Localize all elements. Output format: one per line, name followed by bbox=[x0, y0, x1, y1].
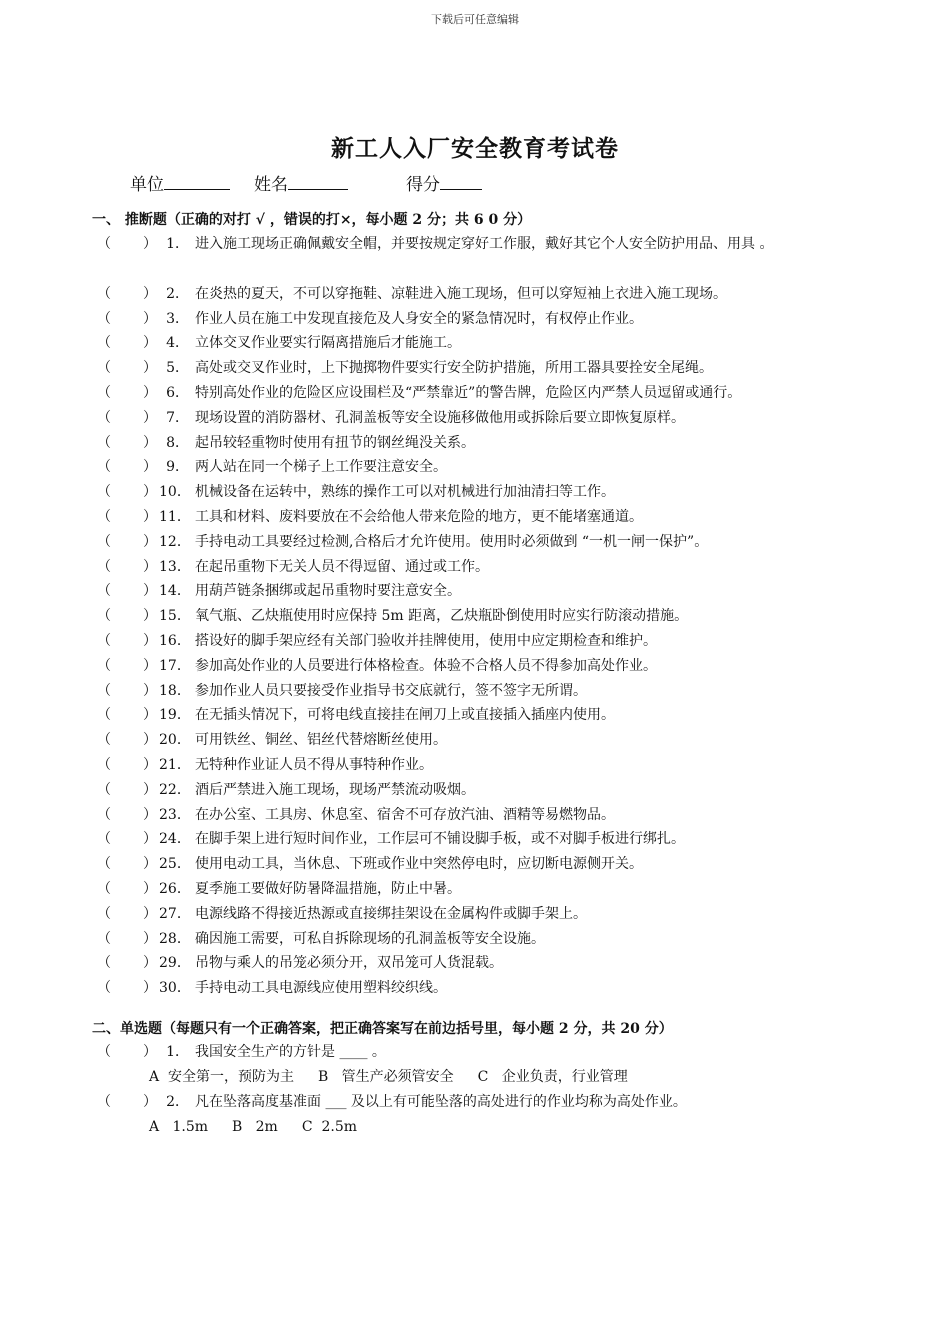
question-text: 特别高处作业的危险区应设围栏及“严禁靠近”的警告牌，危险区内严禁人员逗留或通行。 bbox=[195, 384, 742, 401]
answer-paren-close: ） bbox=[143, 707, 157, 724]
answer-paren-open[interactable]: （ bbox=[97, 583, 111, 600]
question-text: 在起吊重物下无关人员不得逗留、通过或工作。 bbox=[195, 558, 489, 575]
section2-title: 二、单选题（每题只有一个正确答案，把正确答案写在前边括号里，每小题 2 分，共 20 分） bbox=[92, 1021, 673, 1037]
question-number: 9． bbox=[166, 459, 189, 476]
question-text: 无特种作业证人员不得从事特种作业。 bbox=[195, 756, 433, 773]
spacer bbox=[97, 257, 897, 282]
answer-paren-open[interactable]: （ bbox=[97, 955, 111, 972]
answer-paren-open[interactable]: （ bbox=[97, 484, 111, 501]
question-text: 现场设置的消防器材、孔洞盖板等安全设施移做他用或拆除后要立即恢复原样。 bbox=[195, 409, 685, 426]
question-number: 25． bbox=[159, 856, 191, 873]
question-text: 电源线路不得接近热源或直接绑挂架设在金属构件或脚手架上。 bbox=[195, 905, 587, 922]
judgement-question-18 bbox=[97, 679, 897, 704]
judgement-question-27 bbox=[97, 902, 897, 927]
question-number: 15． bbox=[159, 608, 191, 625]
answer-paren-open[interactable]: （ bbox=[97, 756, 111, 773]
question-number: 11． bbox=[159, 508, 191, 525]
judgement-question-22 bbox=[97, 778, 897, 803]
judgement-question-5 bbox=[97, 356, 897, 381]
answer-paren-close: ） bbox=[143, 459, 157, 476]
choice-question-2 bbox=[97, 1090, 897, 1115]
answer-paren-close: ） bbox=[143, 384, 157, 401]
question-number: 24． bbox=[159, 831, 191, 848]
question-text: 确因施工需要，可私自拆除现场的孔洞盖板等安全设施。 bbox=[195, 930, 545, 947]
name-label: 姓名 bbox=[254, 175, 288, 195]
answer-paren-close: ） bbox=[143, 285, 157, 302]
judgement-question-list bbox=[97, 232, 897, 1001]
question-text: 搭设好的脚手架应经有关部门验收并挂牌使用，使用中应定期检查和维护。 bbox=[195, 632, 657, 649]
score-field bbox=[406, 170, 482, 195]
unit-blank[interactable] bbox=[164, 173, 230, 190]
judgement-question-13 bbox=[97, 555, 897, 580]
answer-paren-open[interactable]: （ bbox=[97, 558, 111, 575]
question-number: 5． bbox=[166, 360, 189, 377]
question-text: 进入施工现场正确佩戴安全帽，并要按规定穿好工作服，戴好其它个人安全防护用品、用具 。 bbox=[195, 236, 774, 252]
question-text: 在办公室、工具房、休息室、宿舍不可存放汽油、酒精等易燃物品。 bbox=[195, 806, 615, 823]
answer-paren-close: ） bbox=[143, 856, 157, 873]
question-number: 6． bbox=[166, 384, 189, 401]
question-text: 可用铁丝、铜丝、铝丝代替熔断丝使用。 bbox=[195, 732, 447, 749]
choice-option[interactable]: C 2.5m bbox=[301, 1118, 357, 1135]
judgement-question-1 bbox=[97, 232, 897, 257]
answer-paren-open[interactable]: （ bbox=[97, 806, 111, 823]
answer-paren-close: ） bbox=[143, 905, 157, 922]
answer-paren-open[interactable]: （ bbox=[97, 360, 111, 377]
answer-paren-open[interactable]: （ bbox=[97, 980, 111, 997]
question-text: 起吊较轻重物时使用有扭节的钢丝绳没关系。 bbox=[195, 434, 475, 451]
question-text: 我国安全生产的方针是 ____ 。 bbox=[195, 1044, 386, 1060]
answer-paren-close: ） bbox=[143, 558, 157, 575]
unit-label: 单位 bbox=[130, 175, 164, 195]
question-text: 手持电动工具电源线应使用塑料绞织线。 bbox=[195, 980, 447, 997]
question-number: 14． bbox=[159, 583, 191, 600]
judgement-question-4 bbox=[97, 331, 897, 356]
unit-field bbox=[130, 170, 230, 195]
answer-paren-close: ） bbox=[143, 980, 157, 997]
answer-paren-close: ） bbox=[143, 409, 157, 426]
answer-paren-close: ） bbox=[143, 310, 157, 327]
question-text: 夏季施工要做好防暑降温措施，防止中暑。 bbox=[195, 880, 461, 897]
answer-paren-open[interactable]: （ bbox=[97, 533, 111, 550]
question-text: 吊物与乘人的吊笼必须分开，双吊笼可人货混载。 bbox=[195, 955, 503, 972]
question-text: 参加高处作业的人员要进行体格检查。体验不合格人员不得参加高处作业。 bbox=[195, 657, 657, 674]
question-number: 17． bbox=[159, 657, 191, 674]
answer-paren-open[interactable]: （ bbox=[97, 682, 111, 699]
answer-paren-close: ） bbox=[143, 335, 157, 352]
judgement-question-3 bbox=[97, 307, 897, 332]
question-text: 立体交叉作业要实行隔离措施后才能施工。 bbox=[195, 335, 461, 352]
question-text: 工具和材料、废料要放在不会给他人带来危险的地方，更不能堵塞通道。 bbox=[195, 508, 643, 525]
answer-paren-close: ） bbox=[143, 508, 157, 525]
question-text: 在炎热的夏天，不可以穿拖鞋、凉鞋进入施工现场，但可以穿短袖上衣进入施工现场。 bbox=[195, 285, 727, 302]
question-text: 在脚手架上进行短时间作业，工作层可不铺设脚手板，或不对脚手板进行绑扎。 bbox=[195, 831, 685, 848]
judgement-question-2 bbox=[97, 282, 897, 307]
judgement-question-30 bbox=[97, 976, 897, 1001]
question-number: 12． bbox=[159, 533, 191, 550]
question-number: 3． bbox=[166, 310, 189, 327]
question-number: 23． bbox=[159, 806, 191, 823]
question-text: 作业人员在施工中发现直接危及人身安全的紧急情况时，有权停止作业。 bbox=[195, 310, 643, 327]
answer-paren-open[interactable]: （ bbox=[97, 930, 111, 947]
judgement-question-20 bbox=[97, 728, 897, 753]
judgement-question-9 bbox=[97, 455, 897, 480]
answer-paren-open[interactable]: （ bbox=[97, 434, 111, 451]
judgement-question-12 bbox=[97, 530, 897, 555]
question-text: 用葫芦链条捆绑或起吊重物时要注意安全。 bbox=[195, 583, 461, 600]
page-title: 新工人入厂安全教育考试卷 bbox=[331, 135, 619, 162]
choice-option[interactable]: C 企业负责，行业管理 bbox=[477, 1068, 628, 1085]
answer-paren-close: ） bbox=[143, 781, 157, 798]
answer-paren-open[interactable]: （ bbox=[97, 781, 111, 798]
answer-paren-open[interactable]: （ bbox=[97, 608, 111, 625]
judgement-question-24 bbox=[97, 827, 897, 852]
answer-paren-close: ） bbox=[143, 657, 157, 674]
judgement-question-25 bbox=[97, 852, 897, 877]
judgement-question-8 bbox=[97, 431, 897, 456]
question-number: 21． bbox=[159, 756, 191, 773]
question-text: 高处或交叉作业时，上下抛掷物件要实行安全防护措施，所用工器具要拴安全尾绳。 bbox=[195, 360, 713, 377]
answer-paren-open[interactable]: （ bbox=[97, 831, 111, 848]
question-number: 22． bbox=[159, 781, 191, 798]
answer-paren-open[interactable]: （ bbox=[97, 856, 111, 873]
answer-paren-open[interactable]: （ bbox=[97, 905, 111, 922]
header-note: 下载后可任意编辑 bbox=[431, 13, 519, 26]
question-text: 参加作业人员只要接受作业指导书交底就行，签不签字无所谓。 bbox=[195, 682, 587, 699]
judgement-question-16 bbox=[97, 629, 897, 654]
judgement-question-28 bbox=[97, 927, 897, 952]
choice-options bbox=[97, 1115, 897, 1140]
answer-paren-open[interactable]: （ bbox=[97, 1044, 111, 1060]
question-number: 2． bbox=[166, 285, 189, 302]
answer-paren-close: ） bbox=[143, 682, 157, 699]
answer-paren-open[interactable]: （ bbox=[97, 335, 111, 352]
question-text: 凡在坠落高度基准面 ___ 及以上有可能坠落的高处进行的作业均称为高处作业。 bbox=[195, 1093, 687, 1110]
answer-paren-open[interactable]: （ bbox=[97, 285, 111, 302]
choice-question-1 bbox=[97, 1040, 897, 1065]
answer-paren-open[interactable]: （ bbox=[97, 880, 111, 897]
judgement-question-11 bbox=[97, 505, 897, 530]
choice-option[interactable]: B 管生产必须管安全 bbox=[318, 1068, 454, 1085]
answer-paren-close: ） bbox=[143, 360, 157, 377]
question-text: 酒后严禁进入施工现场，现场严禁流动吸烟。 bbox=[195, 781, 475, 798]
answer-paren-close: ） bbox=[143, 533, 157, 550]
choice-question-list bbox=[97, 1040, 897, 1140]
question-number: 4． bbox=[166, 335, 189, 352]
question-text: 手持电动工具要经过检测,合格后才允许使用。使用时必须做到 “一机一闸一保护”。 bbox=[195, 533, 709, 550]
answer-paren-close: ） bbox=[143, 880, 157, 897]
question-number: 1． bbox=[166, 236, 189, 252]
judgement-question-14 bbox=[97, 579, 897, 604]
answer-paren-close: ） bbox=[143, 1093, 157, 1110]
judgement-question-29 bbox=[97, 951, 897, 976]
answer-paren-open[interactable]: （ bbox=[97, 657, 111, 674]
choice-option[interactable]: A 安全第一，预防为主 bbox=[149, 1068, 295, 1085]
question-number: 28． bbox=[159, 930, 191, 947]
question-number: 18． bbox=[159, 682, 191, 699]
question-text: 在无插头情况下，可将电线直接挂在闸刀上或直接插入插座内使用。 bbox=[195, 707, 615, 724]
answer-paren-close: ） bbox=[143, 484, 157, 501]
answer-paren-close: ） bbox=[143, 732, 157, 749]
answer-paren-close: ） bbox=[143, 930, 157, 947]
answer-paren-open[interactable]: （ bbox=[97, 632, 111, 649]
judgement-question-15 bbox=[97, 604, 897, 629]
answer-paren-close: ） bbox=[143, 806, 157, 823]
answer-paren-close: ） bbox=[143, 236, 157, 252]
judgement-question-21 bbox=[97, 753, 897, 778]
judgement-question-17 bbox=[97, 654, 897, 679]
score-blank[interactable] bbox=[440, 173, 482, 190]
question-text: 两人站在同一个梯子上工作要注意安全。 bbox=[195, 459, 447, 476]
answer-paren-open[interactable]: （ bbox=[97, 732, 111, 749]
judgement-question-26 bbox=[97, 877, 897, 902]
name-field bbox=[254, 170, 348, 195]
question-number: 10． bbox=[159, 484, 191, 501]
name-blank[interactable] bbox=[288, 173, 348, 190]
answer-paren-open[interactable]: （ bbox=[97, 707, 111, 724]
question-text: 使用电动工具，当休息、下班或作业中突然停电时，应切断电源侧开关。 bbox=[195, 856, 643, 873]
choice-option[interactable]: A 1.5m bbox=[149, 1118, 209, 1135]
judgement-question-7 bbox=[97, 406, 897, 431]
judgement-question-10 bbox=[97, 480, 897, 505]
answer-paren-open[interactable]: （ bbox=[97, 310, 111, 327]
score-label: 得分 bbox=[406, 175, 440, 195]
answer-paren-close: ） bbox=[143, 434, 157, 451]
question-number: 29． bbox=[159, 955, 191, 972]
question-number: 30． bbox=[159, 980, 191, 997]
info-row bbox=[130, 170, 482, 195]
question-number: 26． bbox=[159, 880, 191, 897]
question-number: 16． bbox=[159, 632, 191, 649]
question-number: 7． bbox=[166, 409, 189, 426]
answer-paren-close: ） bbox=[143, 955, 157, 972]
section1-title: 一、 推断题（正确的对打 √ ，错误的打×，每小题 2 分；共 6 0 分） bbox=[92, 212, 532, 228]
answer-paren-close: ） bbox=[143, 632, 157, 649]
judgement-question-6 bbox=[97, 381, 897, 406]
answer-paren-open[interactable]: （ bbox=[97, 384, 111, 401]
answer-paren-close: ） bbox=[143, 608, 157, 625]
judgement-question-19 bbox=[97, 703, 897, 728]
question-number: 20． bbox=[159, 732, 191, 749]
answer-paren-close: ） bbox=[143, 831, 157, 848]
answer-paren-close: ） bbox=[143, 756, 157, 773]
answer-paren-close: ） bbox=[143, 1044, 157, 1060]
question-text: 氧气瓶、乙炔瓶使用时应保持 5m 距离，乙炔瓶卧倒使用时应实行防滚动措施。 bbox=[195, 608, 689, 625]
answer-paren-open[interactable]: （ bbox=[97, 1093, 111, 1110]
question-number: 1． bbox=[166, 1044, 189, 1060]
question-number: 2． bbox=[166, 1093, 189, 1110]
answer-paren-open[interactable]: （ bbox=[97, 409, 111, 426]
answer-paren-close: ） bbox=[143, 583, 157, 600]
answer-paren-open[interactable]: （ bbox=[97, 508, 111, 525]
answer-paren-open[interactable]: （ bbox=[97, 236, 111, 252]
judgement-question-23 bbox=[97, 803, 897, 828]
choice-options bbox=[97, 1065, 897, 1090]
question-number: 8． bbox=[166, 434, 189, 451]
choice-option[interactable]: B 2m bbox=[232, 1118, 278, 1135]
answer-paren-open[interactable]: （ bbox=[97, 459, 111, 476]
question-number: 19． bbox=[159, 707, 191, 724]
question-text: 机械设备在运转中，熟练的操作工可以对机械进行加油清扫等工作。 bbox=[195, 484, 615, 501]
question-number: 27． bbox=[159, 905, 191, 922]
question-number: 13． bbox=[159, 558, 191, 575]
